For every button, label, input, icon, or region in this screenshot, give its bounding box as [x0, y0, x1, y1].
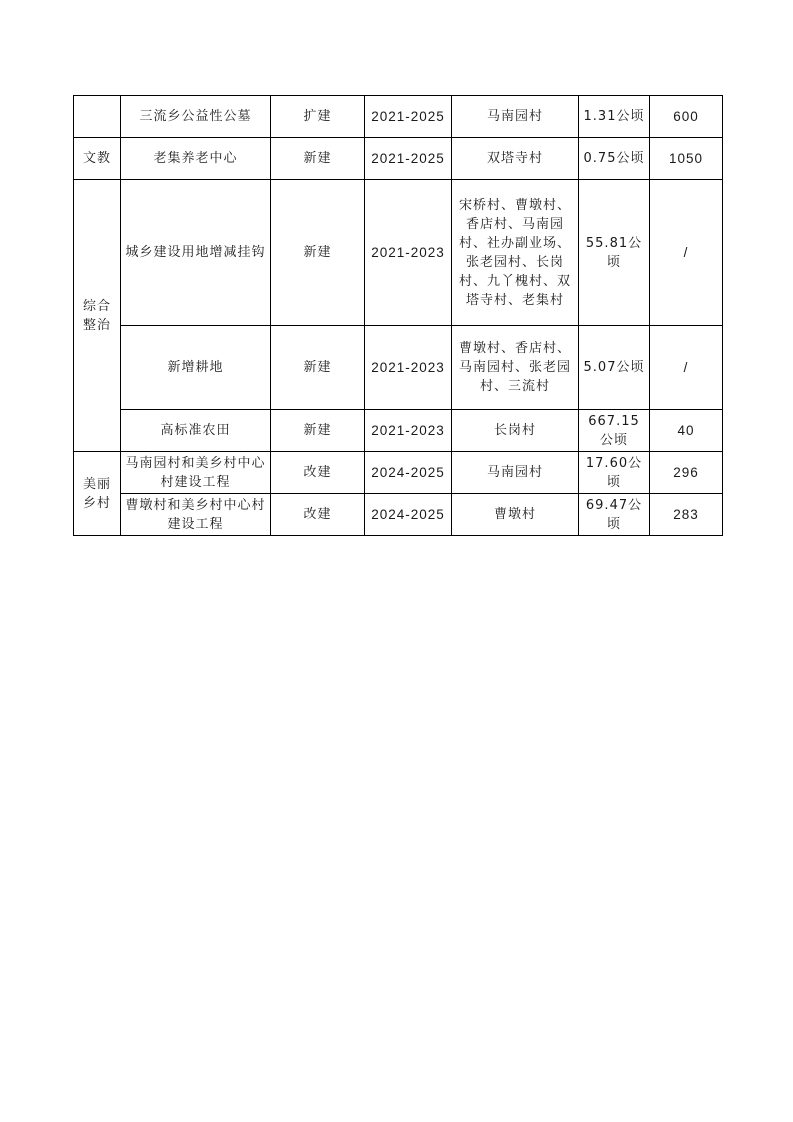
area-cell: 667.15公顷 [579, 410, 650, 452]
table-row [74, 494, 723, 536]
table-row [74, 180, 723, 326]
period-cell: 2024-2025 [365, 452, 452, 494]
build-type-cell: 新建 [271, 180, 365, 326]
build-type-cell: 新建 [271, 326, 365, 410]
build-type-cell: 改建 [271, 452, 365, 494]
location-cell: 宋桥村、曹墩村、香店村、马南园村、社办副业场、张老园村、长岗村、九丫槐村、双塔寺村、老集村 [452, 180, 579, 326]
build-type-cell: 新建 [271, 410, 365, 452]
investment-cell: / [650, 180, 723, 326]
area-cell: 17.60公顷 [579, 452, 650, 494]
location-cell: 曹墩村、香店村、马南园村、张老园村、三流村 [452, 326, 579, 410]
period-cell: 2021-2025 [365, 138, 452, 180]
table-row [74, 96, 723, 138]
area-cell: 5.07公顷 [579, 326, 650, 410]
table-row [74, 410, 723, 452]
category-cell: 综合整治 [74, 180, 121, 452]
category-cell: 美丽乡村 [74, 452, 121, 536]
project-name-cell: 三流乡公益性公墓 [121, 96, 271, 138]
period-cell: 2021-2025 [365, 96, 452, 138]
project-name-cell: 马南园村和美乡村中心村建设工程 [121, 452, 271, 494]
project-name-cell: 老集养老中心 [121, 138, 271, 180]
category-cell [74, 96, 121, 138]
location-cell: 马南园村 [452, 452, 579, 494]
table-row [74, 452, 723, 494]
project-name-cell: 高标准农田 [121, 410, 271, 452]
investment-cell: 283 [650, 494, 723, 536]
area-cell: 69.47公顷 [579, 494, 650, 536]
period-cell: 2024-2025 [365, 494, 452, 536]
project-name-cell: 曹墩村和美乡村中心村建设工程 [121, 494, 271, 536]
location-cell: 长岗村 [452, 410, 579, 452]
investment-cell: 600 [650, 96, 723, 138]
period-cell: 2021-2023 [365, 180, 452, 326]
area-cell: 55.81公顷 [579, 180, 650, 326]
investment-cell: 1050 [650, 138, 723, 180]
build-type-cell: 扩建 [271, 96, 365, 138]
project-table [73, 95, 723, 536]
period-cell: 2021-2023 [365, 326, 452, 410]
investment-cell: 40 [650, 410, 723, 452]
area-cell: 0.75公顷 [579, 138, 650, 180]
area-cell: 1.31公顷 [579, 96, 650, 138]
category-cell: 文教 [74, 138, 121, 180]
period-cell: 2021-2023 [365, 410, 452, 452]
investment-cell: / [650, 326, 723, 410]
table-row [74, 326, 723, 410]
location-cell: 马南园村 [452, 96, 579, 138]
build-type-cell: 改建 [271, 494, 365, 536]
location-cell: 曹墩村 [452, 494, 579, 536]
project-name-cell: 城乡建设用地增减挂钩 [121, 180, 271, 326]
investment-cell: 296 [650, 452, 723, 494]
project-name-cell: 新增耕地 [121, 326, 271, 410]
table-row [74, 138, 723, 180]
build-type-cell: 新建 [271, 138, 365, 180]
location-cell: 双塔寺村 [452, 138, 579, 180]
